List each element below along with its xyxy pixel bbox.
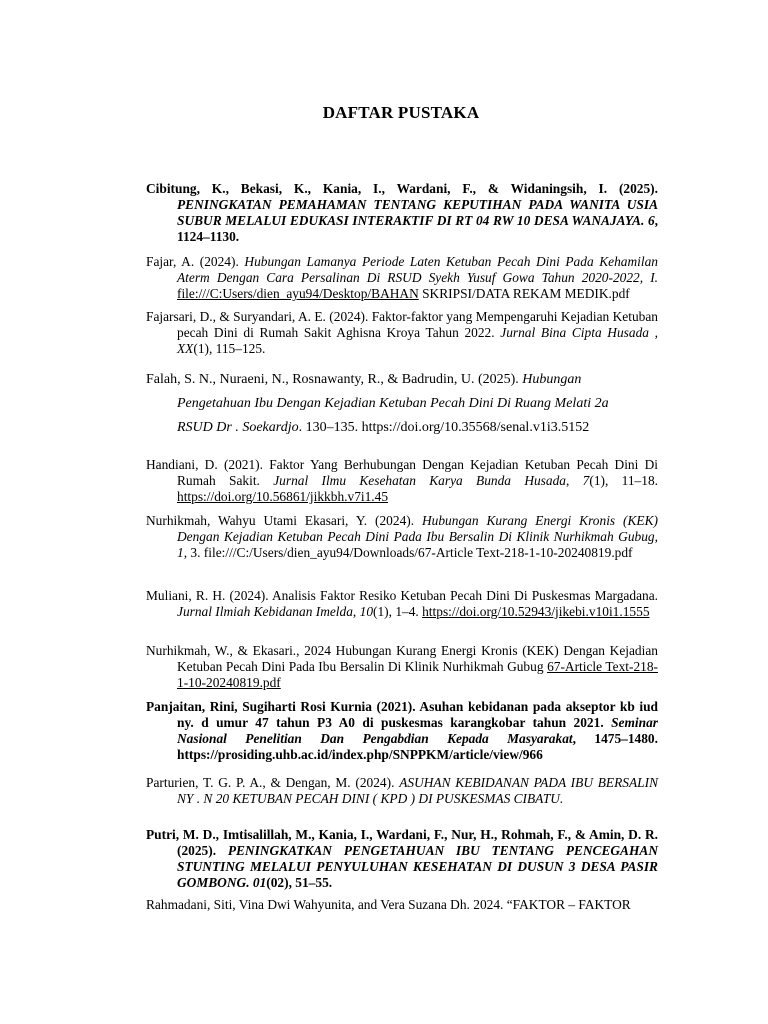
ref-pages: (1), 1–4. (373, 604, 423, 619)
ref-authors: Falah, S. N., Nuraeni, N., Rosnawanty, R., & Badrudin, U. (2025). (146, 372, 523, 387)
ref-file-path: , 3. file:///C:/Users/dien_ayu94/Downloads/67-Article Text-218-1-10-20240819.pdf (183, 545, 633, 560)
ref-sep: , (654, 529, 658, 544)
reference-parturien (146, 775, 658, 807)
reference-panjaitan (146, 699, 658, 763)
ref-title: PENINGKATKAN PENGETAHUAN IBU TENTANG PENCEGAHAN STUNTING MELALUI PENYULUHAN KESEHATAN DI DUSUN 3 DESA PASIR GOMBONG. 01 (177, 843, 658, 890)
ref-doi-link[interactable]: https://doi.org/10.52943/jikebi.v10i1.1555 (422, 604, 650, 619)
ref-authors-title: Handiani, D. (2021). Faktor Yang Berhubungan Dengan Kejadian Ketuban Pecah Dini Di Rumah Sakit. (146, 457, 658, 488)
ref-line-1 (146, 368, 658, 392)
ref-pages: (1), 11–18. (589, 473, 658, 488)
ref-line-2 (146, 392, 658, 416)
reference-cibitung (146, 181, 658, 245)
ref-title-cont: Pengetahuan Ibu Dengan Kejadian Ketuban Pecah Dini Di Ruang Melati 2a (177, 396, 609, 411)
reference-handiani (146, 457, 658, 505)
reference-nurhikmah-wahyu (146, 513, 658, 561)
ref-sep: , (352, 604, 360, 619)
ref-title: PENINGKATAN PEMAHAMAN TENTANG KEPUTIHAN PADA WANITA USIA SUBUR MELALUI EDUKASI INTERAKTIF DI RT 04 RW 10 DESA WANAJAYA. 6 (177, 197, 658, 228)
ref-authors: Nurhikmah, Wahyu Utami Ekasari, Y. (2024). (146, 513, 422, 528)
ref-pages-url: , 1475–1480. https://prosiding.uhb.ac.id/index.php/SNPPKM/article/view/966 (177, 731, 658, 762)
reference-putri (146, 827, 658, 891)
ref-authors: Cibitung, K., Bekasi, K., Kania, I., Wardani, F., & Widaningsih, I. (2025). (146, 181, 658, 196)
ref-title: ASUHAN KEBIDANAN PADA IBU BERSALIN NY . N 20 KETUBAN PECAH DINI ( KPD ) DI PUSKESMAS CIBATU. (177, 775, 658, 806)
ref-authors: Parturien, T. G. P. A., & Dengan, M. (2024). (146, 775, 400, 790)
ref-sep: , (565, 473, 583, 488)
ref-authors-title: Muliani, R. H. (2024). Analisis Faktor Resiko Ketuban Pecah Dini Di Puskesmas Margadana. (146, 588, 658, 603)
ref-doi: . 130–135. https://doi.org/10.35568/senal.v1i3.5152 (298, 420, 590, 435)
reference-falah (146, 368, 658, 440)
ref-doi-link[interactable]: https://doi.org/10.56861/jikkbh.v7i1.45 (177, 489, 389, 504)
ref-file-link[interactable]: 67-Article Text-218-1-10-20240819.pdf (177, 659, 658, 690)
ref-title-end: RSUD Dr . Soekardjo (177, 420, 299, 435)
ref-authors-title: Nurhikmah, W., & Ekasari., 2024 Hubungan Kurang Energi Kronis (KEK) Dengan Kejadian Ketuban Pecah Dini Pada Ibu Bersalin Di Klinik Nurhikmah Gubug (146, 643, 658, 674)
reference-fajarsari (146, 309, 658, 357)
ref-authors-title: Fajarsari, D., & Suryandari, A. E. (2024). Faktor-faktor yang Mempengaruhi Kejadian Ketuban pecah Dini di Rumah Sakit Aghisna Kroya Tahun 2022. (146, 309, 658, 340)
ref-pages: (02), 51–55. (266, 875, 333, 890)
reference-nurhikmah-ekasari (146, 643, 658, 691)
ref-pages: , 1124–1130. (177, 213, 658, 244)
page-title: DAFTAR PUSTAKA (322, 103, 480, 122)
ref-proceedings: Seminar Nasional Penelitian Dan Pengabdian Kepada Masyarakat (177, 715, 658, 746)
ref-authors: Putri, M. D., Imtisalillah, M., Kania, I., Wardani, F., Nur, H., Rohmah, F., & Amin, D. R. (2025). (146, 827, 658, 858)
ref-title-start: Hubungan (522, 372, 582, 387)
ref-volume: 7 (582, 473, 590, 488)
ref-file-path: SKRIPSI/DATA REKAM MEDIK.pdf (418, 286, 630, 301)
ref-title: Hubungan Lamanya Periode Laten Ketuban Pecah Dini Pada Kehamilan Aterm Dengan Cara Persalinan Di RSUD Syekh Yusuf Gowa Tahun 2020-2022, I. (177, 254, 658, 285)
ref-journal: Jurnal Ilmiah Kebidanan Imelda (177, 604, 353, 619)
ref-pages: (1), 115–125. (193, 341, 266, 356)
ref-file-link[interactable]: file:///C:Users/dien_ayu94/Desktop/BAHAN (177, 286, 419, 301)
ref-authors: Fajar, A. (2024). (146, 254, 245, 269)
ref-title: Hubungan Kurang Energi Kronis (KEK) Dengan Kejadian Ketuban Pecah Dini Pada Ibu Bersalin Di Klinik Nurhikmah Gubug (177, 513, 658, 544)
reference-fajar (146, 254, 658, 302)
ref-journal: Jurnal Ilmu Kesehatan Karya Bunda Husada (273, 473, 566, 488)
ref-line-3 (146, 416, 658, 440)
ref-volume: 1 (177, 545, 184, 560)
reference-rahmadani (146, 897, 658, 913)
ref-volume: 10 (359, 604, 374, 619)
ref-authors-title: Panjaitan, Rini, Sugiharti Rosi Kurnia (2021). Asuhan kebidanan pada akseptor kb iud ny. d umur 47 tahun P3 A0 di puskesmas karangkobar tahun 2021. (146, 699, 658, 730)
ref-authors-title: Rahmadani, Siti, Vina Dwi Wahyunita, and Vera Suzana Dh. 2024. “FAKTOR – FAKTOR (146, 897, 631, 912)
ref-journal: Jurnal Bina Cipta Husada , XX (177, 325, 658, 356)
reference-muliani (146, 588, 658, 620)
